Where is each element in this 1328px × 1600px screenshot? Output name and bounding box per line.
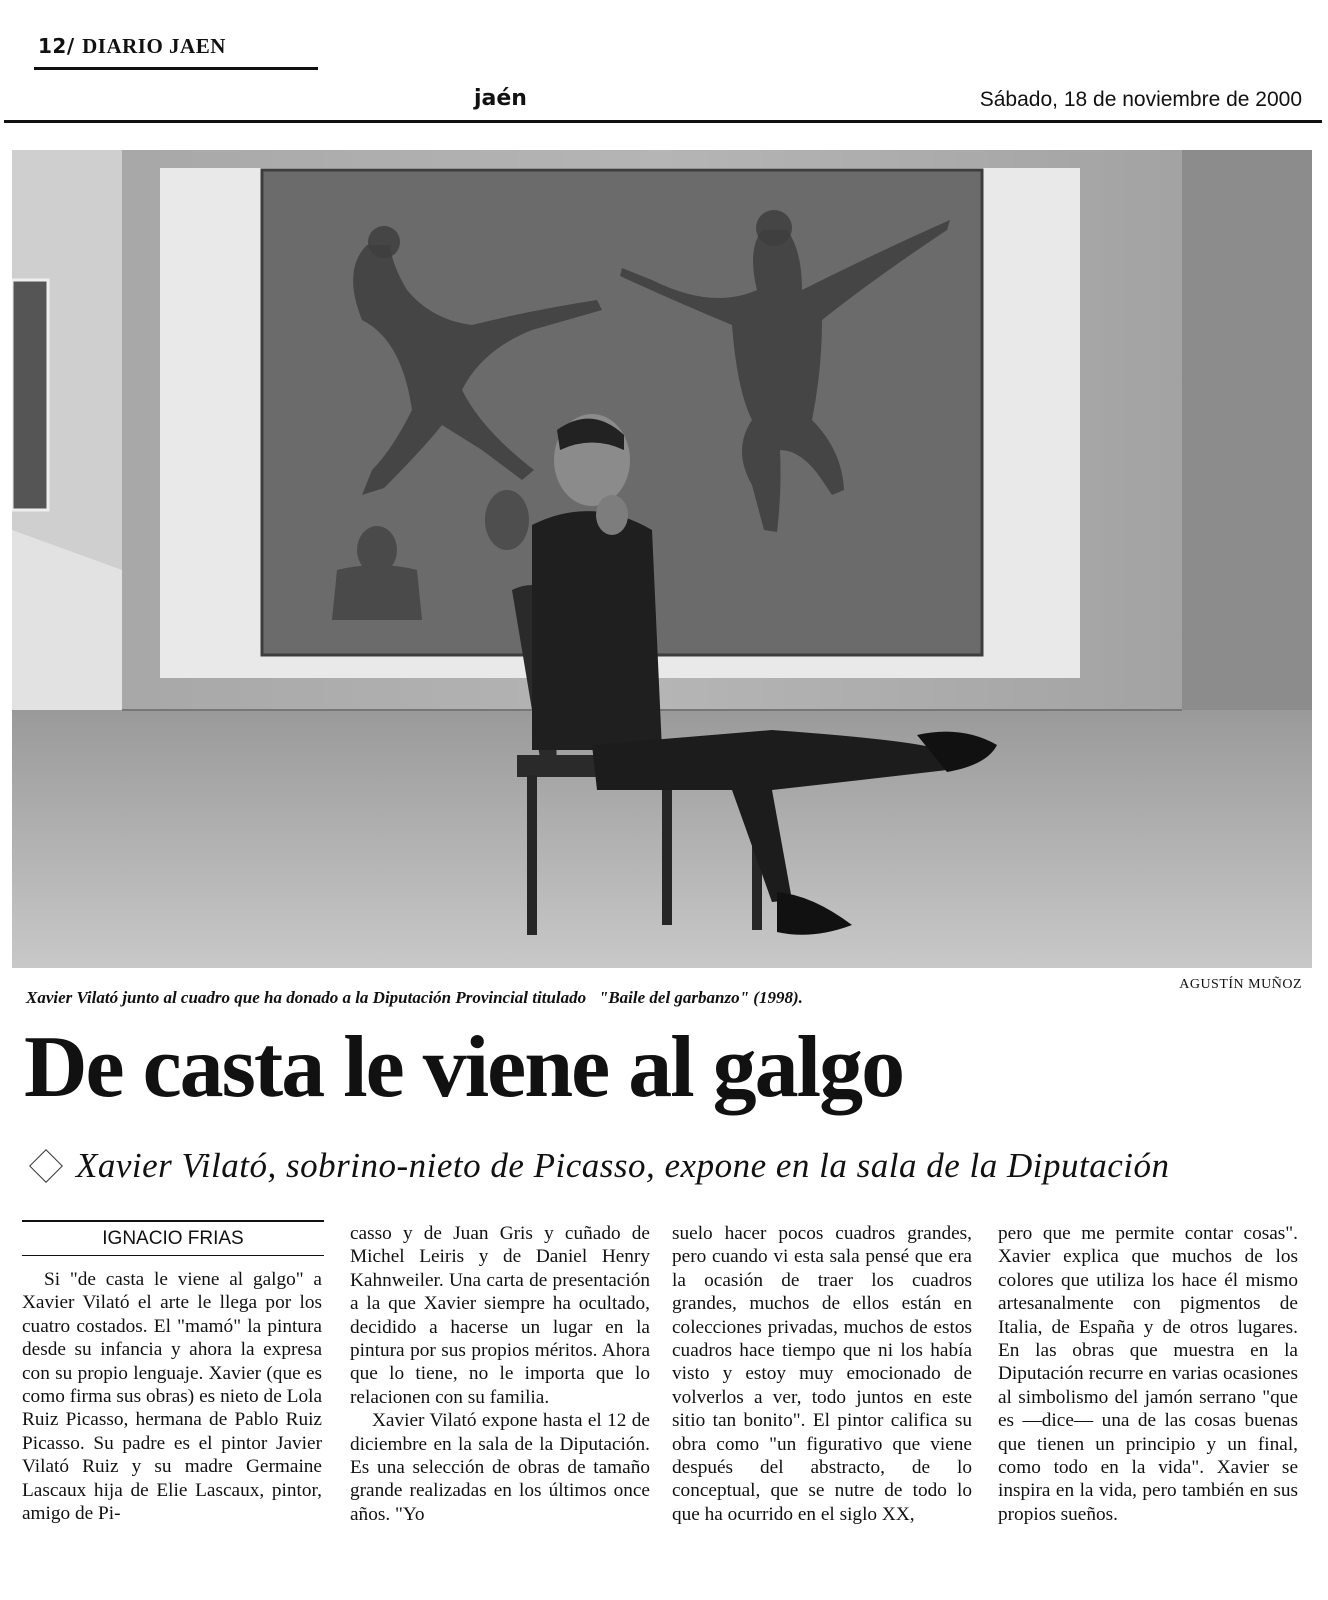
newspaper-name: DIARIO JAEN [82, 34, 226, 58]
byline-rule [22, 1220, 324, 1222]
header-rule [4, 120, 1322, 123]
article-photo [12, 150, 1312, 968]
byline-rule-bottom [22, 1255, 324, 1256]
page-number-label: 12/ [38, 34, 75, 58]
article-column-1 [22, 1268, 322, 1525]
paragraph: Xavier Vilató expone hasta el 12 de diciembre en la sala de la Diputación. Es una selección de obras de tamaño grande realizadas en los últimos once años. "Yo [350, 1410, 650, 1525]
caption-artwork-title: "Baile del garbanzo" (1998). [598, 988, 803, 1007]
diamond-icon [29, 1149, 63, 1183]
photo-caption [26, 988, 803, 1008]
article-column-2 [350, 1222, 650, 1526]
subheadline [24, 1146, 1169, 1186]
header-rule-short [34, 67, 318, 70]
headline: De casta le viene al galgo [24, 1019, 904, 1116]
paragraph: pero que me permite contar cosas". Xavier explica que muchos de los colores que utiliza los hace él mismo artesanalmente con pigmentos de Italia, de España y de otros lugares. En las obras que muestra en la Diputación recurre en varias ocasiones al simbolismo del jamón serrano "que es —dice— una de las cosas buenas que tienen un principio y un final, como todo en la vida". Xavier se inspira en la vida, pero también en sus propios sueños. [998, 1223, 1298, 1525]
subheadline-text: Xavier Vilató, sobrino-nieto de Picasso, expone en la sala de la Diputación [76, 1146, 1170, 1185]
article-column-4 [998, 1222, 1298, 1526]
caption-text: Xavier Vilató junto al cuadro que ha donado a la Diputación Provincial titulado [26, 988, 587, 1007]
issue-date: Sábado, 18 de noviembre de 2000 [979, 88, 1302, 111]
paragraph: casso y de Juan Gris y cuñado de Michel Leiris y de Daniel Henry Kahnweiler. Una carta de presentación a la que Xavier siempre ha ocultado, decidido a hacerse un lugar en la pintura por sus propios méritos. Ahora que lo tiene, no le importa que lo relacionen con su familia. [350, 1223, 650, 1408]
byline: IGNACIO FRIAS [102, 1228, 244, 1249]
photo-credit: AGUSTÍN MUÑOZ [1179, 977, 1302, 992]
page-number [38, 34, 226, 59]
paragraph: suelo hacer pocos cuadros grandes, pero cuando vi esta sala pensé que era la ocasión de traer los cuadros grandes, muchos de ellos están en colecciones privadas, muchos de estos cuadros hace tiempo que ni los había visto y estoy muy emocionado de volverlos a ver, todo juntos en este sitio tan bonito". El pintor califica su obra como "un figurativo que viene después del abstracto, de lo conceptual, que se nutre de todo lo que ha ocurrido en el siglo XX, [672, 1223, 972, 1525]
paragraph: Si "de casta le viene al galgo" a Xavier Vilató el arte le llega por los cuatro costados. El "mamó" la pintura desde su infancia y ahora la expresa con su propio lenguaje. Xavier (que es como firma sus obras) es nieto de Lola Ruiz Picasso, hermana de Pablo Ruiz Picasso. Su padre es el pintor Javier Vilató Ruiz y su madre Germaine Lascaux hija de Elie Lascaux, pintor, amigo de Pi- [22, 1269, 322, 1525]
article-column-3 [672, 1222, 972, 1526]
section-name: jaén [474, 86, 527, 111]
photo-illustration [12, 150, 1312, 968]
